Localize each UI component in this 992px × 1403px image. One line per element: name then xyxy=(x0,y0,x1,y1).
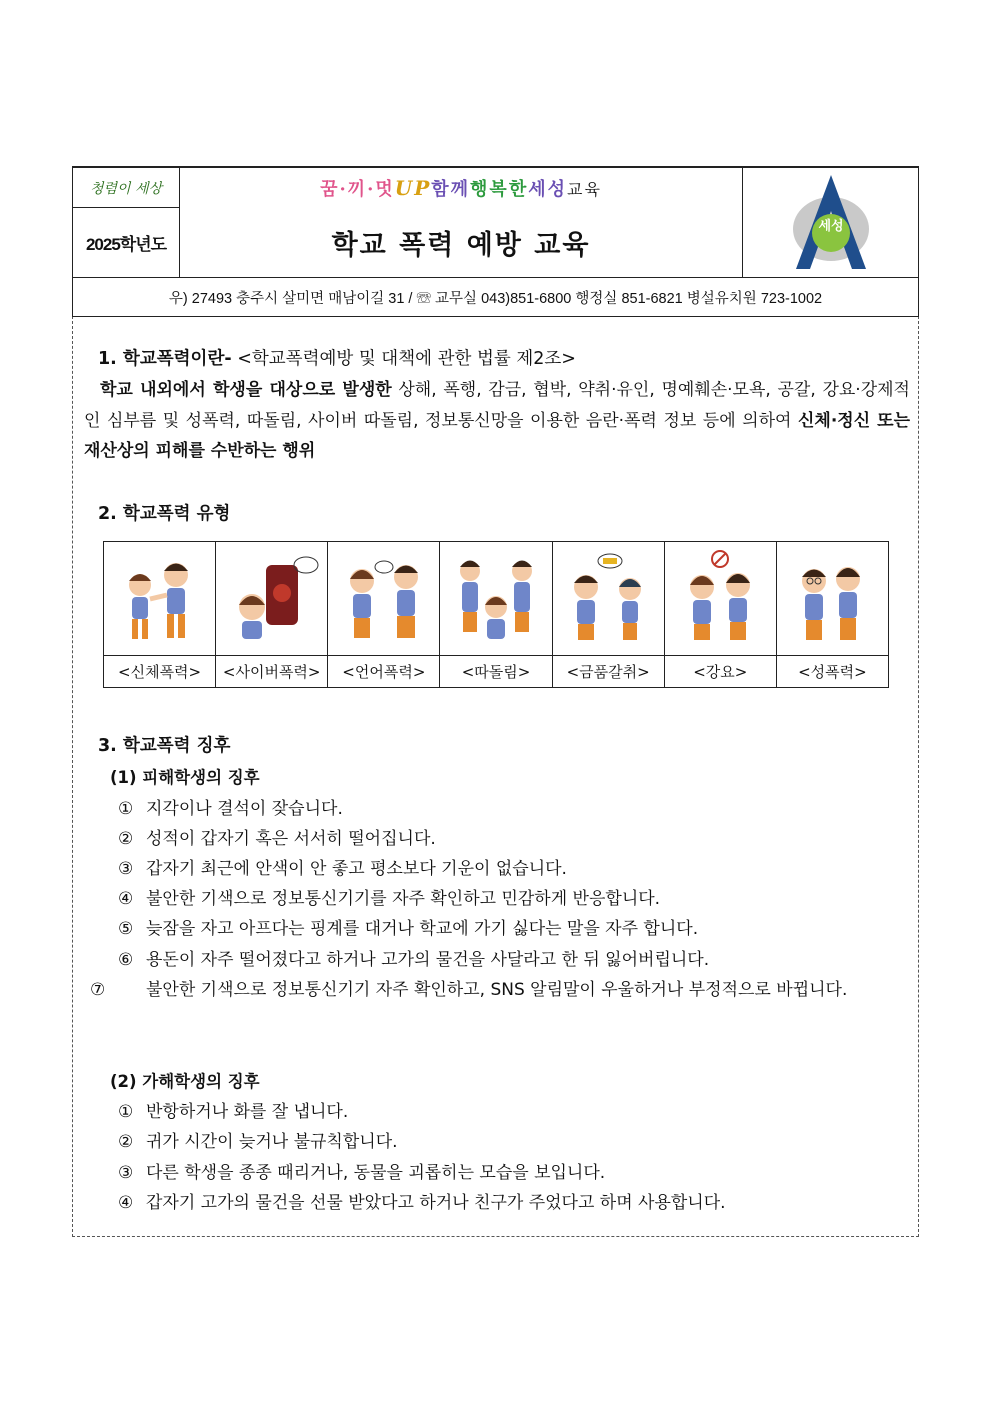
physical-violence-illustration xyxy=(110,547,210,647)
violence-types-table xyxy=(103,541,889,688)
cyber-violence-illustration xyxy=(222,547,322,647)
victim-sign-item xyxy=(118,914,910,944)
slogan-part: 꿈·끼·멋 xyxy=(320,179,395,200)
item-text: 늦잠을 자고 아프다는 핑계를 대거나 학교에 가기 싫다는 말을 자주 합니다. xyxy=(146,919,699,939)
item-text: 지각이나 결석이 잦습니다. xyxy=(146,799,343,819)
victim-sign-item xyxy=(118,884,910,914)
definition-emphasis-b: 신체·정신 또는 재산상의 피해를 수반하는 행위 xyxy=(84,410,910,461)
item-number: ④ xyxy=(118,1193,134,1213)
offender-sign-item xyxy=(118,1158,910,1188)
item-text: 불안한 기색으로 정보통신기기를 자주 확인하고 민감하게 반응합니다. xyxy=(146,889,661,909)
emblem-icon xyxy=(786,173,876,273)
type-illustration xyxy=(664,542,776,656)
item-text: 귀가 시간이 늦거나 불규칙합니다. xyxy=(146,1132,398,1152)
type-illustration xyxy=(776,542,888,656)
verbal-violence-illustration xyxy=(334,547,434,647)
definition-emphasis-a: 학교 내외에서 학생을 대상으로 발생한 xyxy=(100,380,392,400)
item-number: ③ xyxy=(118,1163,134,1183)
emblem-char: 세성 xyxy=(817,218,844,234)
slogan-part: 세성 xyxy=(528,179,567,200)
section3-heading: 3. 학교폭력 징후 xyxy=(98,736,231,756)
school-year: 2025학년도 xyxy=(73,208,180,278)
item-number: ③ xyxy=(118,859,134,879)
school-address: 우) 27493 충주시 살미면 매남이길 31 / ☏ 교무실 043)851-6800 행정실 851-6821 병설유치원 723-1002 xyxy=(168,291,823,307)
section1-heading xyxy=(98,345,576,370)
item-number: ① xyxy=(118,1102,134,1122)
item-text: 다른 학생을 종종 때리거나, 동물을 괴롭히는 모습을 보입니다. xyxy=(146,1163,606,1183)
slogan xyxy=(180,168,742,208)
type-label: <강요> xyxy=(664,656,776,688)
school-logo xyxy=(73,168,180,208)
page-title: 학교 폭력 예방 교육 xyxy=(180,208,742,278)
type-label: <사이버폭력> xyxy=(216,656,328,688)
school-emblem xyxy=(742,168,918,278)
item-text: 불안한 기색으로 정보통신기기 자주 확인하고, SNS 알림말이 우울하거나 부정적으로 바뀝니다. xyxy=(146,980,848,1000)
type-label: <언어폭력> xyxy=(328,656,440,688)
logo-text: 청렴이 세상 xyxy=(89,180,163,197)
item-number: ④ xyxy=(118,889,134,909)
offender-sign-item xyxy=(118,1188,910,1218)
ostracism-illustration xyxy=(446,547,546,647)
slogan-part: 함께 xyxy=(431,179,471,200)
section2-heading: 2. 학교폭력 유형 xyxy=(98,504,231,524)
item-number: ② xyxy=(118,1132,134,1152)
item-number: ② xyxy=(118,829,134,849)
type-label: <성폭력> xyxy=(776,656,888,688)
victim-sign-item xyxy=(118,824,910,854)
victim-sign-item xyxy=(118,854,910,884)
type-label: <따돌림> xyxy=(440,656,552,688)
item-text: 반항하거나 화를 잘 냅니다. xyxy=(146,1102,349,1122)
slogan-part: UP xyxy=(394,176,432,200)
offender-sign-item xyxy=(118,1097,910,1127)
item-text: 갑자기 고가의 물건을 선물 받았다고 하거나 친구가 주었다고 하며 사용합니다. xyxy=(146,1193,726,1213)
type-illustration xyxy=(328,542,440,656)
extortion-illustration xyxy=(558,547,658,647)
type-illustration xyxy=(104,542,216,656)
section1-title: 1. 학교폭력이란- xyxy=(98,349,232,369)
victim-signs-title: (1) 피해학생의 징후 xyxy=(110,768,260,787)
victim-sign-item xyxy=(90,975,910,1005)
coercion-illustration xyxy=(670,547,770,647)
newsletter-header xyxy=(72,166,919,317)
item-text: 용돈이 자주 떨어졌다고 하거나 고가의 물건을 사달라고 한 뒤 잃어버립니다. xyxy=(146,950,710,970)
type-illustration xyxy=(216,542,328,656)
offender-sign-item xyxy=(118,1127,910,1157)
victim-sign-item xyxy=(118,794,910,824)
section1-definition xyxy=(84,375,910,467)
section1-law-reference: <학교폭력예방 및 대책에 관한 법률 제2조> xyxy=(231,349,576,369)
offender-signs-title: (2) 가해학생의 징후 xyxy=(110,1072,260,1091)
item-text: 갑자기 최근에 안색이 안 좋고 평소보다 기운이 없습니다. xyxy=(146,859,567,879)
sexual-violence-illustration xyxy=(782,547,882,647)
victim-sign-item xyxy=(118,945,910,975)
definition-text: 상해, 폭행, 감금, 협박, 약취·유인, 명예훼손·모욕, 공갈, 강요·강제적인 심부름 및 성폭력, 따돌림, 사이버 따돌림, 정보통신망을 이용한 음란·폭력 정보 등에 의하여 xyxy=(84,380,910,431)
type-illustration xyxy=(440,542,552,656)
type-illustration xyxy=(552,542,664,656)
item-number: ⑦ xyxy=(90,980,106,1000)
type-label: <금품갈취> xyxy=(552,656,664,688)
item-number: ⑤ xyxy=(118,919,134,939)
type-label: <신체폭력> xyxy=(104,656,216,688)
item-number: ① xyxy=(118,799,134,819)
item-number: ⑥ xyxy=(118,950,134,970)
slogan-part: 행복한 xyxy=(470,179,529,200)
slogan-part: 교육 xyxy=(567,179,602,199)
item-text: 성적이 갑자기 혹은 서서히 떨어집니다. xyxy=(146,829,436,849)
